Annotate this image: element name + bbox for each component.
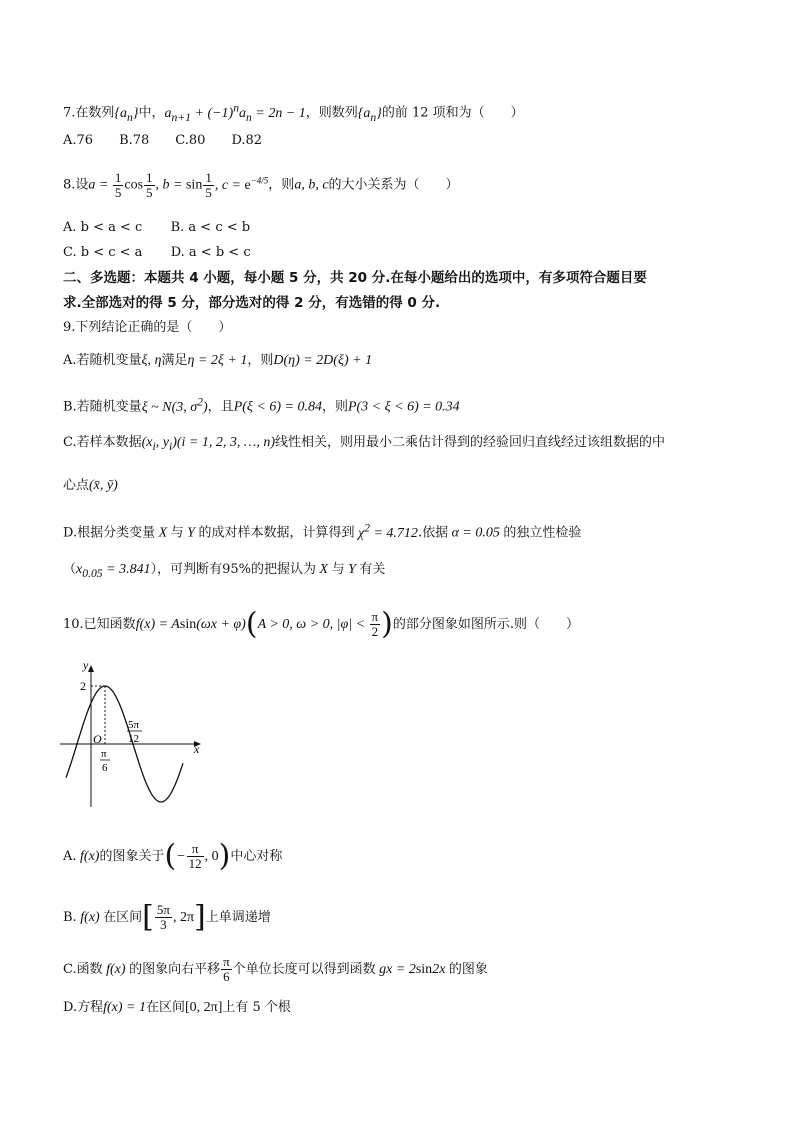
- q9-b-tail: ，则: [321, 399, 348, 415]
- q8-option-c: C. b < c < a: [63, 245, 143, 260]
- q10-option-a: A. f(x)的图象关于(− $\frac{\pi}{12}$ , 0)中心对称: [63, 838, 283, 874]
- label-y: y: [83, 658, 89, 672]
- q10-option-c: C.函数 f(x) 的图象向右平移 $\frac{\pi}{6}$ 个单位长度可以得到函数 gx = 2sin2x 的图象: [63, 954, 488, 984]
- sine-graph: [60, 657, 210, 807]
- q8-option-d: D. a < b < c: [170, 245, 251, 260]
- label-max-2: 2: [80, 679, 86, 693]
- q10-stem: 10.已知函数f(x) = Asin(ωx + φ)(A > 0, ω > 0, |φ| < $\frac{\pi}{2}$ )的部分图象如图所示.则（ ）: [63, 606, 579, 642]
- q7-mid: 中，: [138, 105, 165, 121]
- q10-a-prefix: A.: [63, 849, 77, 864]
- q9-option-b: B.若随机变量ξ ~ N(3, $\sigma^2$)，且P(ξ < 6) = 0.84，则P(3 < ξ < 6) = 0.34: [63, 395, 460, 415]
- q9-d-and: 与: [170, 525, 184, 541]
- q9-d-tail: 的独立性检验: [503, 525, 582, 541]
- q9-d-mid2: .依据: [417, 525, 449, 541]
- q10-d-mid: 在区间: [145, 1000, 185, 1015]
- q10-b-mid: 在区间: [103, 910, 143, 925]
- q8-stem: 8.设a = $\frac{1}{5}$ cos $\frac{1}{5}$ , b = sin $\frac{1}{5}$ , $c = e^{-4/5}$，则a, b, c的大小关系为（ ）: [63, 169, 459, 200]
- label-x: x: [194, 742, 200, 756]
- q9-c-tail: 线性相关，则用最小二乘估计得到的经验回归直线经过该组数据的中: [275, 435, 666, 450]
- q10-b-prefix: B.: [63, 910, 77, 925]
- q10-c-tail: 的图象: [448, 962, 488, 977]
- q7-tail: ，则数列: [305, 105, 358, 121]
- tick-5pi12-num: 5π: [128, 719, 140, 731]
- q9-a-prefix: A.若随机变量: [63, 353, 142, 368]
- q10-prefix: 10.已知函数: [63, 617, 136, 632]
- q9-b-prefix: B.若随机变量: [63, 399, 142, 415]
- label-origin: O: [93, 732, 102, 746]
- q7-stem: 7.在数列$\{a_n\}$中，$a_{n+1} + (-1)^na_n = 2n - 1$，则数列$\{a_n\}$的前 12 项和为（ ）: [63, 101, 524, 124]
- q9-option-a: A.若随机变量ξ, η满足η = 2ξ + 1，则D(η) = 2D(ξ) + 1: [63, 353, 373, 368]
- q9-option-c-line2: 心点(x̄, ȳ): [63, 478, 118, 493]
- q7-options: A.76 B.78 C.80 D.82: [63, 133, 263, 148]
- q9-option-c: C.若样本数据($x_i$, $y_i)(i = 1$, 2, 3, …, n)线性相关，则用最小二乘估计得到的经验回归直线经过该组数据的中: [63, 435, 666, 453]
- q9-d-line2-a: （: [63, 562, 77, 577]
- q9-d-line2-c: 有关: [359, 562, 386, 577]
- tick-pi6-den: 6: [102, 762, 108, 774]
- y-axis-arrow: [88, 665, 94, 672]
- q9-option-d-line2: $(x_{0.05} = 3.841)$，可判断有95%的把握认为 X 与 Y 有关: [63, 562, 386, 580]
- q8-end: 的大小关系为（ ）: [328, 177, 459, 193]
- q9-c-line2-text: 心点: [63, 478, 90, 493]
- q9-stem: 9.下列结论正确的是（ ）: [63, 320, 232, 335]
- q10-option-b: B. f(x) 在区间[ $\frac{5\pi}{3}$ , 2π]上单调递增: [63, 899, 271, 935]
- q10-d-tail: 上有 5 个根: [222, 1000, 291, 1015]
- q10-c-mid2: 个单位长度可以得到函数: [232, 962, 376, 977]
- section2-line1: 二、多选题：本题共 4 小题，每小题 5 分，共 20 分.在每小题给出的选项中，有多项符合题目要: [63, 270, 647, 286]
- q10-a-tail: 中心对称: [230, 849, 283, 864]
- q8-tail: ，则: [268, 177, 295, 193]
- q9-d-line2-and: 与: [331, 562, 345, 577]
- q10-end: 的部分图象如图所示.则（ ）: [392, 617, 579, 632]
- tick-5pi12-den: 12: [128, 733, 139, 745]
- q9-b-mid: ，且: [207, 399, 234, 415]
- tick-pi6-num: π: [101, 748, 107, 760]
- q8-prefix: 8.设: [63, 177, 89, 193]
- q7-prefix: 7.在数列: [63, 105, 115, 121]
- q9-a-tail: ，则: [247, 353, 274, 368]
- q8-option-a: A. b < a < c: [63, 220, 143, 235]
- section2-line2: 求.全部选对的得 5 分，部分选对的得 2 分，有选错的得 0 分.: [63, 295, 441, 311]
- q10-d-prefix: D.方程: [63, 1000, 104, 1015]
- q9-d-mid: 的成对样本数据，计算得到: [198, 525, 355, 541]
- q7-end: 的前 12 项和为（ ）: [381, 105, 524, 121]
- q8-options-row2: [63, 243, 251, 263]
- q10-option-d: D.方程f(x) = 1在区间[0, 2π]上有 5 个根: [63, 1000, 291, 1015]
- q10-b-tail: 上单调递增: [205, 910, 271, 925]
- q9-d-line2-b: ），可判断有95%的把握认为: [150, 562, 316, 577]
- q9-option-d: D.根据分类变量 X 与 Y 的成对样本数据，计算得到 $\chi^2 = 4.712$.依据 α = 0.05 的独立性检验: [63, 521, 582, 541]
- q10-a-mid: 的图象关于: [99, 849, 165, 864]
- q9-c-prefix: C.若样本数据: [63, 435, 142, 450]
- q8-options-row1: [63, 218, 250, 238]
- q9-a-mid: 满足: [161, 353, 188, 368]
- q10-c-mid: 的图象向右平移: [129, 962, 221, 977]
- q9-d-prefix: D.根据分类变量: [63, 525, 156, 541]
- q8-option-b: B. a < c < b: [170, 220, 251, 235]
- q10-c-prefix: C.函数: [63, 962, 103, 977]
